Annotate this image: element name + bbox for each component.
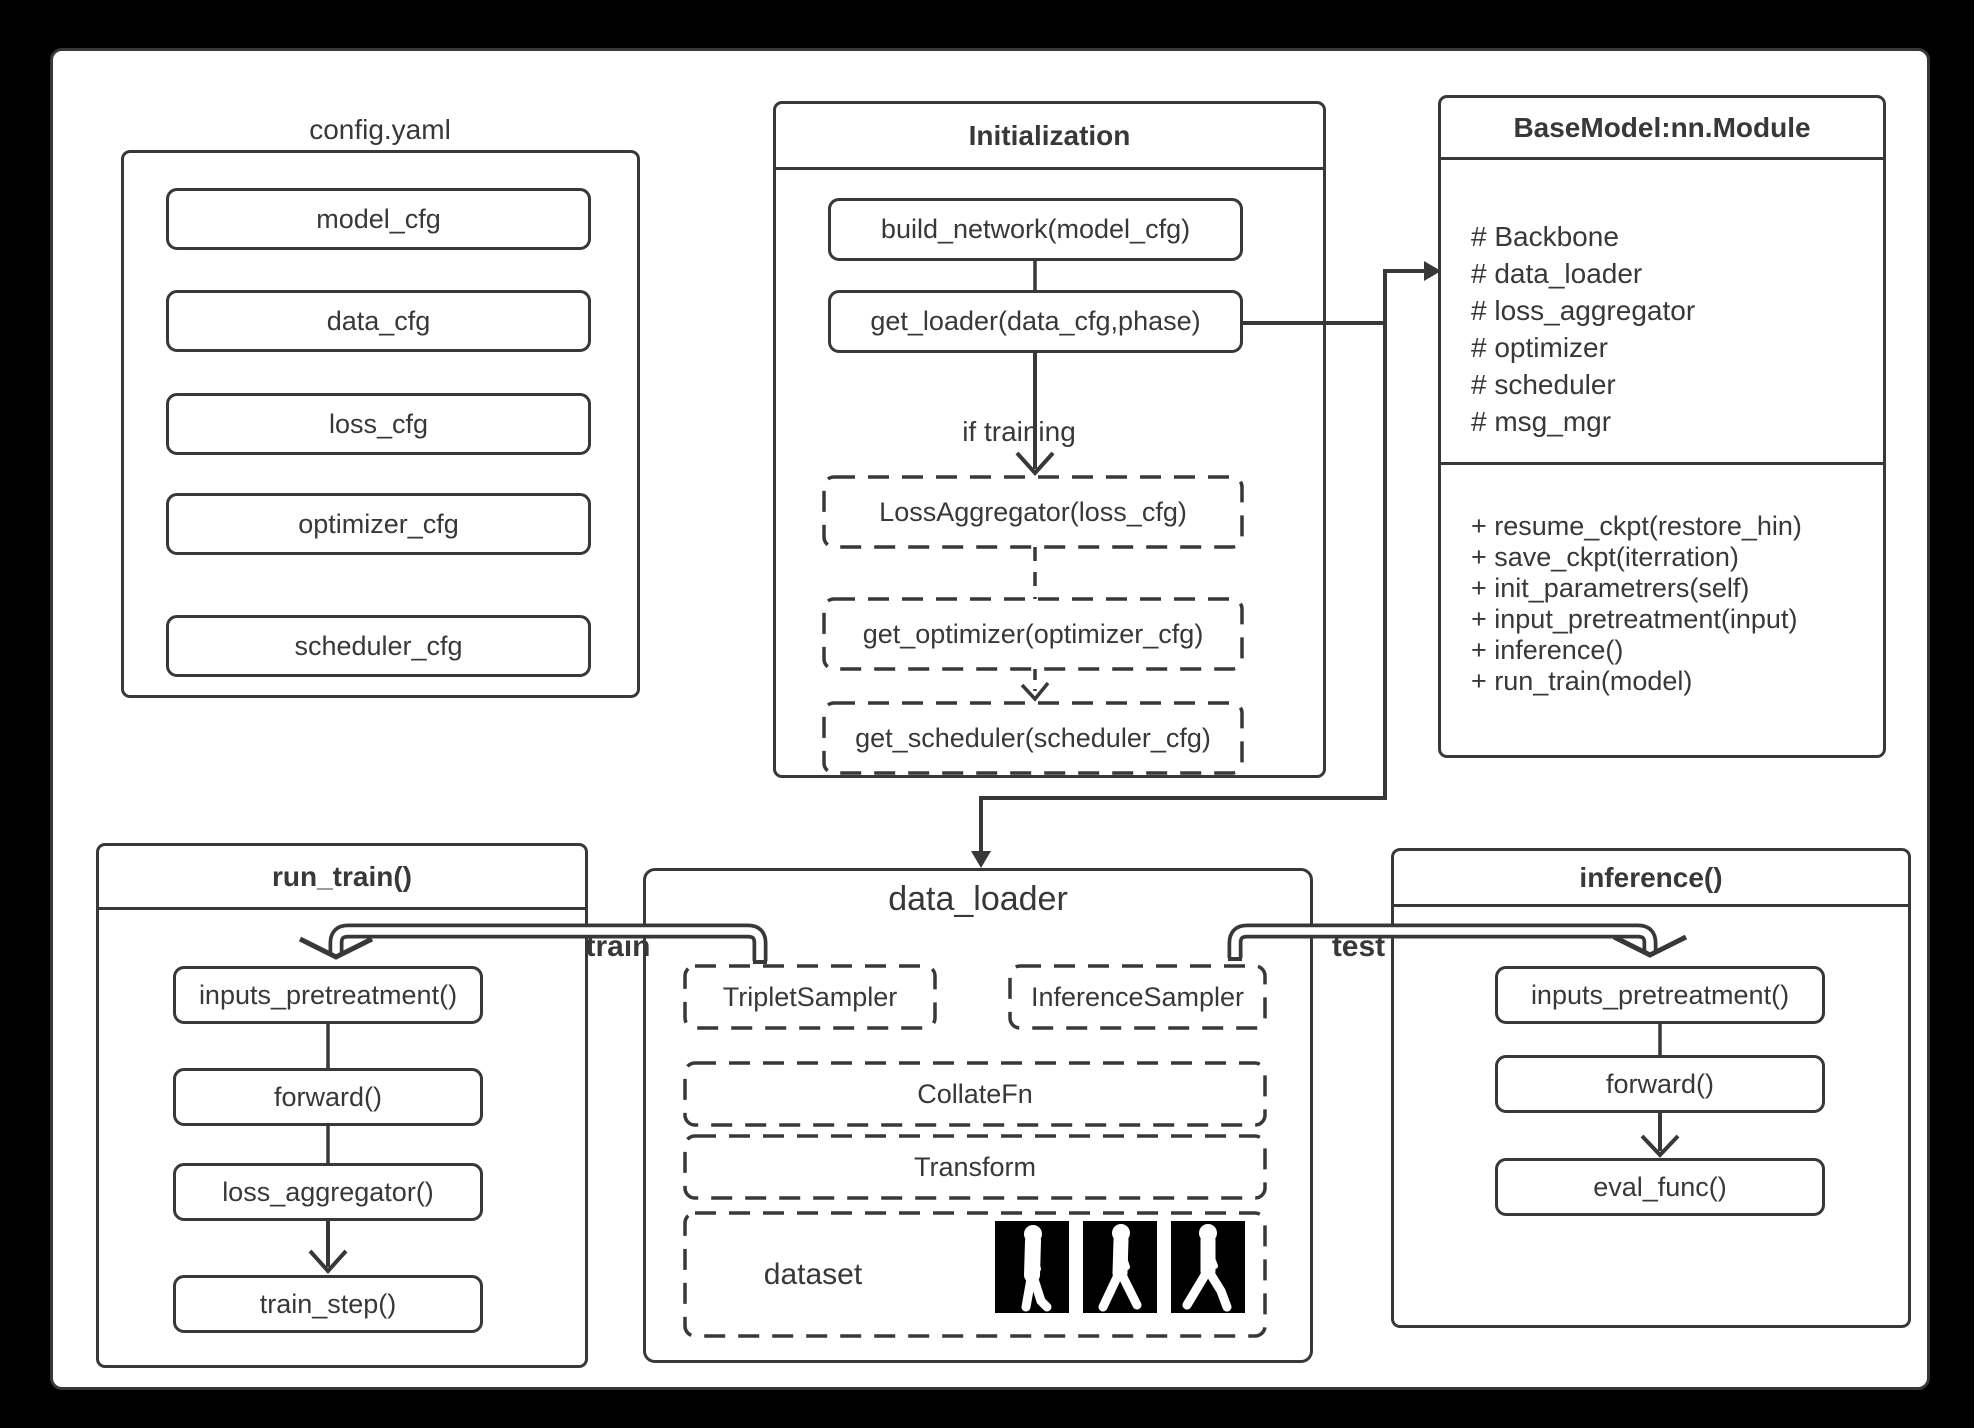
train-edge-label: train [585,930,651,963]
method-resume-ckpt: + resume_ckpt(restore_hin) [1471,511,1802,541]
basemodel-methods [1441,462,1883,697]
method-init-parametrers: + init_parametrers(self) [1471,573,1750,603]
method-input-pretreatment: + input_pretreatment(input) [1471,604,1798,634]
attr-backbone: # Backbone [1471,221,1619,252]
data-loader-arrowhead [971,851,991,868]
infer-step-forward: forward() [1495,1055,1825,1113]
attr-loss-aggregator: # loss_aggregator [1471,295,1696,326]
collatefn-box: CollateFn [917,1078,1033,1109]
config-item-data-cfg: data_cfg [166,290,591,352]
dataset-label: dataset [763,1257,863,1291]
method-inference: + inference() [1471,635,1624,665]
triplet-sampler-box: TripletSampler [722,981,898,1012]
infer-step-eval-func: eval_func() [1495,1158,1825,1216]
config-yaml-title: config.yaml [309,114,451,145]
train-step-loss-aggregator: loss_aggregator() [173,1163,483,1221]
step-get-scheduler: get_scheduler(scheduler_cfg) [855,722,1211,753]
train-step-forward: forward() [173,1068,483,1126]
step-get-optimizer: get_optimizer(optimizer_cfg) [862,618,1204,649]
attr-data-loader: # data_loader [1471,258,1643,289]
if-training-label: if training [962,416,1076,447]
gait-silhouette-image-2 [1083,1221,1157,1313]
diagram-canvas [50,48,1930,1390]
inference-title: inference() [1394,851,1908,907]
gait-silhouette-image-3 [1171,1221,1245,1313]
config-item-scheduler-cfg: scheduler_cfg [166,615,591,677]
basemodel-attributes [1441,160,1883,462]
basemodel-title: BaseModel:nn.Module [1441,98,1883,160]
config-item-model-cfg: model_cfg [166,188,591,250]
step-build-network: build_network(model_cfg) [828,198,1243,261]
transform-box: Transform [913,1151,1036,1182]
method-run-train: + run_train(model) [1471,666,1693,696]
run-train-title: run_train() [99,846,585,910]
step-get-loader: get_loader(data_cfg,phase) [828,290,1243,353]
test-edge-label: test [1331,930,1386,963]
attr-optimizer: # optimizer [1471,332,1608,363]
inference-sampler-box: InferenceSampler [1030,981,1245,1012]
basemodel-box [1438,95,1886,758]
attr-msg-mgr: # msg_mgr [1471,406,1612,437]
config-item-loss-cfg: loss_cfg [166,393,591,455]
infer-step-inputs-pretreatment: inputs_pretreatment() [1495,966,1825,1024]
data-loader-title: data_loader [888,879,1068,918]
gait-silhouette-image-1 [995,1221,1069,1313]
initialization-title: Initialization [776,104,1323,170]
method-save-ckpt: + save_ckpt(iterration) [1471,542,1739,572]
attr-scheduler: # scheduler [1471,369,1616,400]
train-step-train-step: train_step() [173,1275,483,1333]
config-item-optimizer-cfg: optimizer_cfg [166,493,591,555]
step-loss-aggregator-init: LossAggregator(loss_cfg) [879,496,1187,527]
train-step-inputs-pretreatment: inputs_pretreatment() [173,966,483,1024]
